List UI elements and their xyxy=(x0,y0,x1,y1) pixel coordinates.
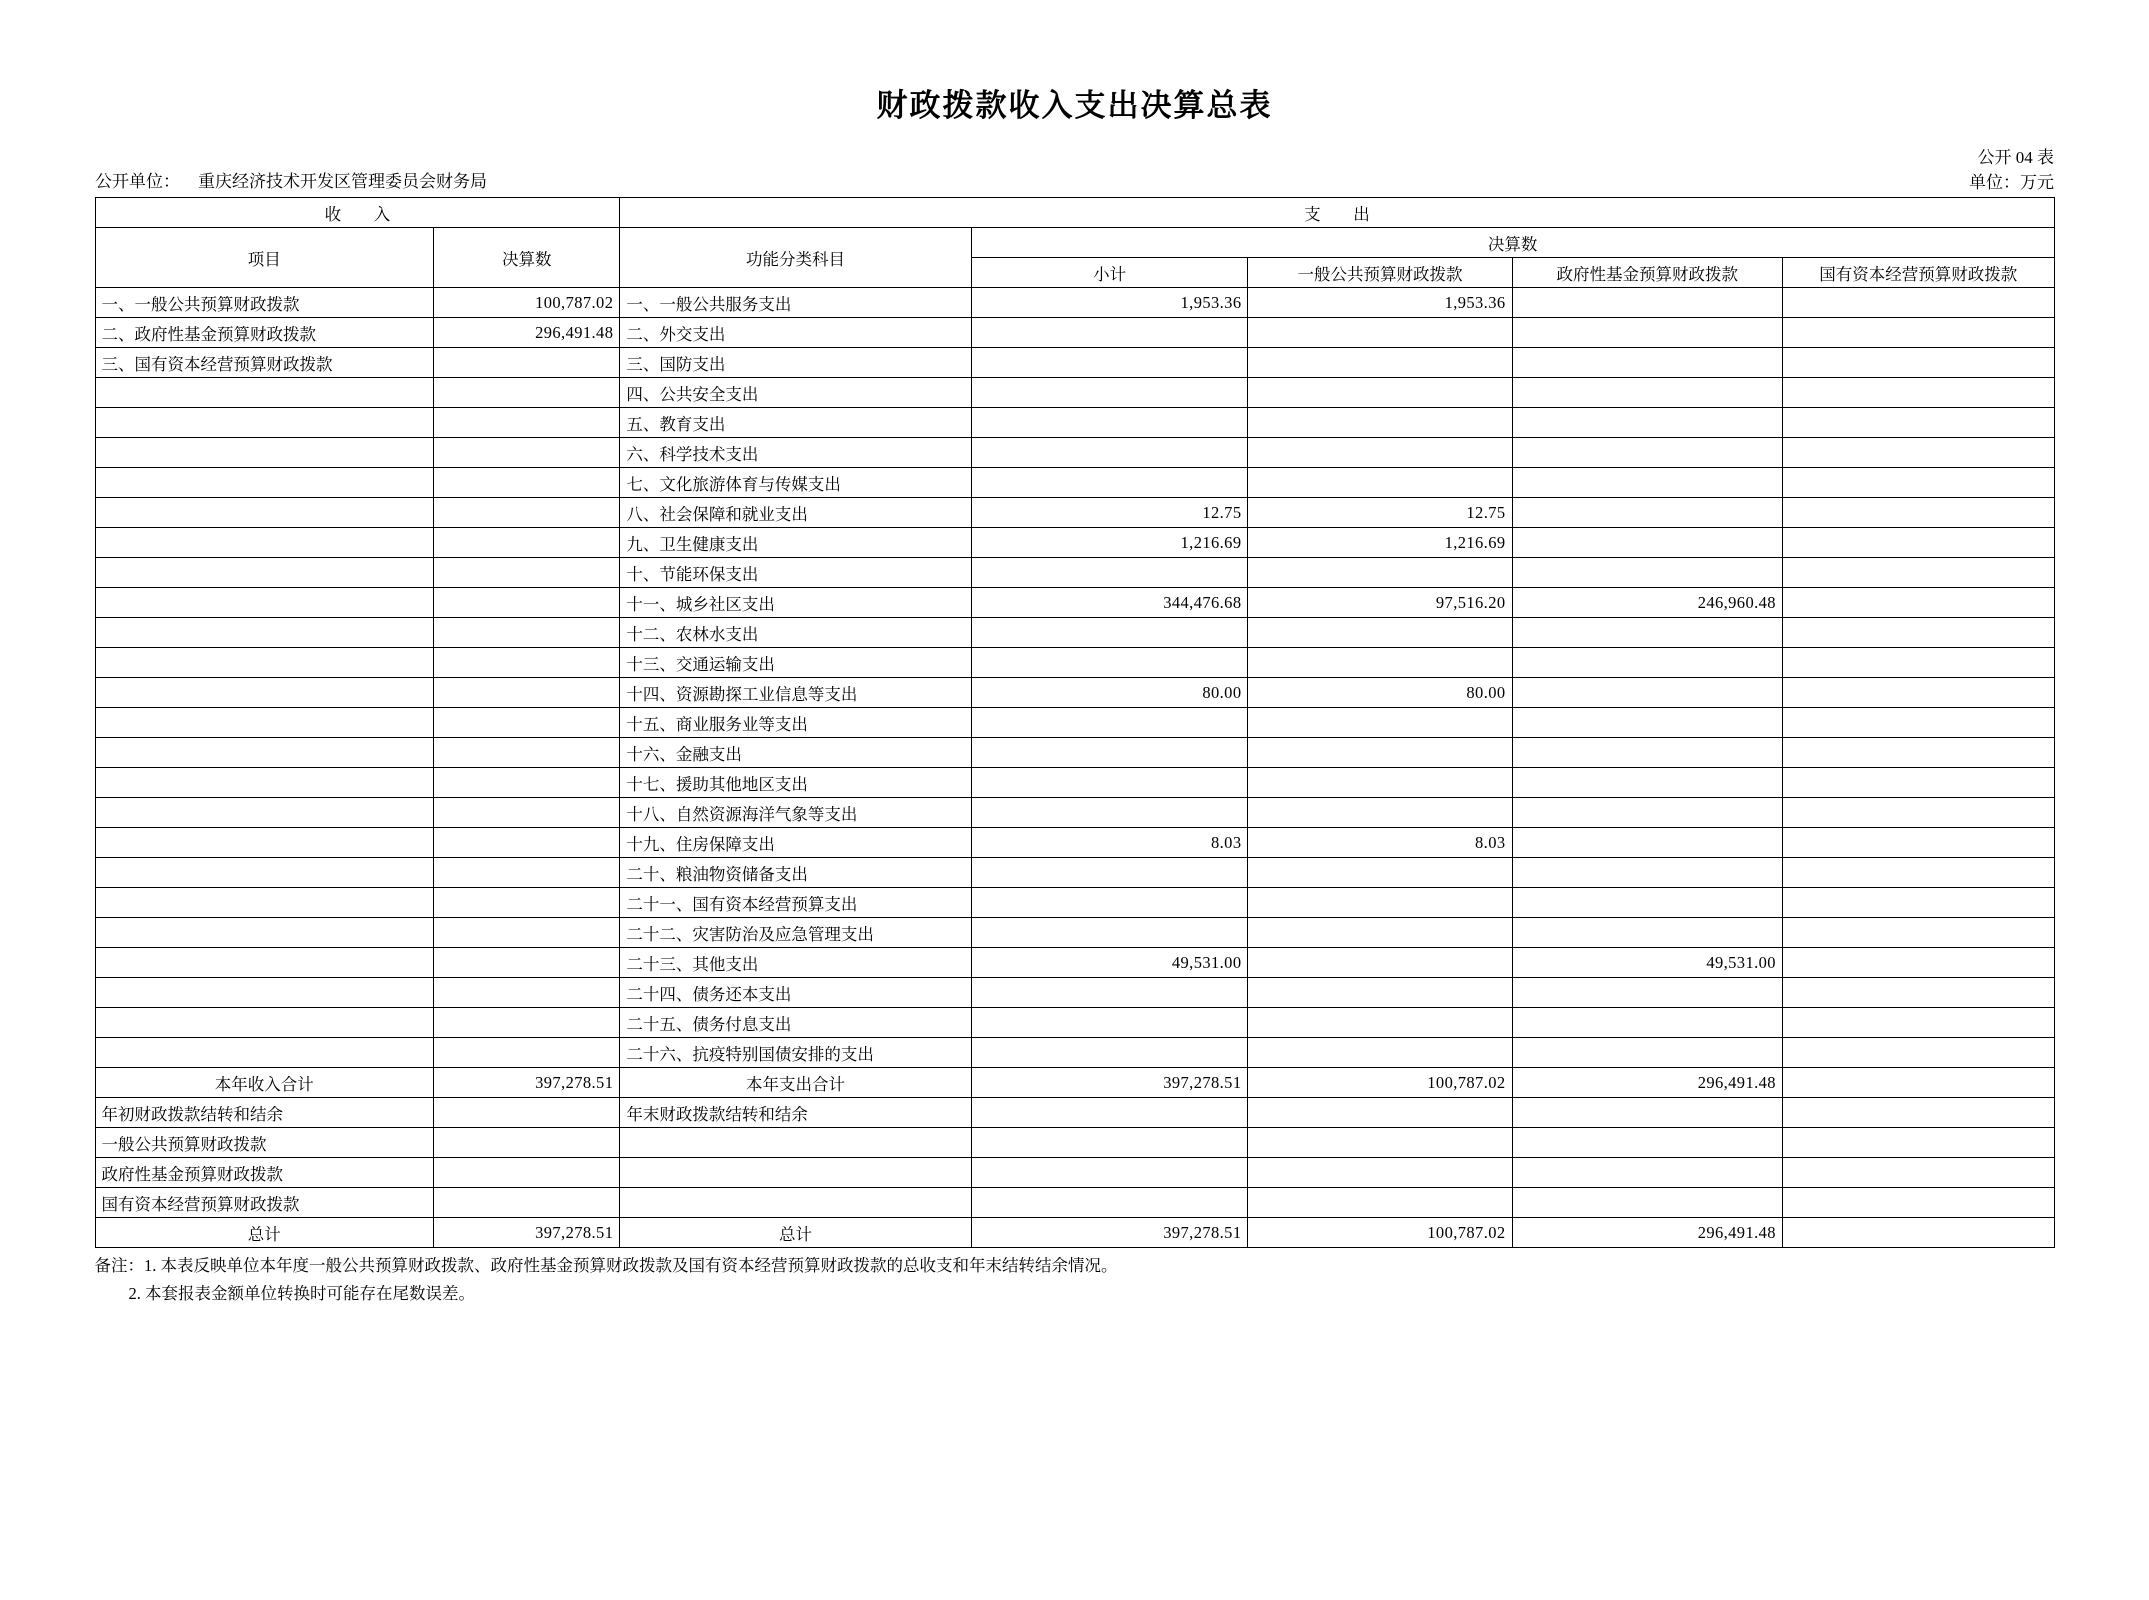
expense-item-cell: 十一、城乡社区支出 xyxy=(620,588,971,618)
header-income-value: 决算数 xyxy=(434,228,620,288)
expense-state-capital-cell xyxy=(1782,318,2054,348)
expense-subtotal-cell xyxy=(971,348,1248,378)
expense-subtotal-cell xyxy=(971,618,1248,648)
table-row xyxy=(95,768,2054,798)
expense-fund-cell xyxy=(1512,408,1782,438)
table-row xyxy=(95,738,2054,768)
expense-fund-cell xyxy=(1512,1008,1782,1038)
table-notes xyxy=(95,1252,2055,1308)
income-item-cell xyxy=(95,888,434,918)
income-value-cell xyxy=(434,1008,620,1038)
table-row xyxy=(95,1098,2054,1128)
table-row xyxy=(95,1128,2054,1158)
income-value-cell xyxy=(434,588,620,618)
expense-general-cell xyxy=(1248,648,1512,678)
income-value-cell xyxy=(434,978,620,1008)
header-government-fund: 政府性基金预算财政拨款 xyxy=(1512,258,1782,288)
expense-subtotal-cell xyxy=(971,318,1248,348)
expense-item-cell: 六、科学技术支出 xyxy=(620,438,971,468)
expense-subtotal-cell xyxy=(971,918,1248,948)
income-item-cell xyxy=(95,948,434,978)
header-subtotal: 小计 xyxy=(971,258,1248,288)
income-value-cell xyxy=(434,1098,620,1128)
expense-subtotal-cell xyxy=(971,558,1248,588)
expense-state-capital-cell xyxy=(1782,978,2054,1008)
expense-item-cell: 二、外交支出 xyxy=(620,318,971,348)
table-row xyxy=(95,348,2054,378)
expense-item-cell: 二十五、债务付息支出 xyxy=(620,1008,971,1038)
expense-subtotal-cell xyxy=(971,798,1248,828)
income-value-cell xyxy=(434,378,620,408)
table-total-row xyxy=(95,1068,2054,1098)
table-header xyxy=(95,198,2054,288)
expense-subtotal-cell: 397,278.51 xyxy=(971,1068,1248,1098)
expense-fund-cell: 246,960.48 xyxy=(1512,588,1782,618)
header-group-row xyxy=(95,198,2054,228)
expense-fund-cell xyxy=(1512,1098,1782,1128)
income-item-cell xyxy=(95,1038,434,1068)
income-item-cell xyxy=(95,408,434,438)
header-sub-row-1 xyxy=(95,228,2054,258)
income-item-cell xyxy=(95,528,434,558)
expense-general-cell xyxy=(1248,378,1512,408)
income-value-cell xyxy=(434,528,620,558)
expense-subtotal-cell xyxy=(971,1008,1248,1038)
expense-general-cell xyxy=(1248,858,1512,888)
expense-fund-cell xyxy=(1512,528,1782,558)
income-item-cell: 国有资本经营预算财政拨款 xyxy=(95,1188,434,1218)
income-value-cell: 296,491.48 xyxy=(434,318,620,348)
expense-subtotal-cell xyxy=(971,1128,1248,1158)
table-row xyxy=(95,918,2054,948)
amount-unit: 单位：万元 xyxy=(1969,173,2054,192)
expense-general-cell xyxy=(1248,1098,1512,1128)
income-value-cell xyxy=(434,1038,620,1068)
expense-state-capital-cell xyxy=(1782,948,2054,978)
note-line-1: 备注：1. 本表反映单位本年度一般公共预算财政拨款、政府性基金预算财政拨款及国有资本经营预算财政拨款的总收支和年末结转结余情况。 xyxy=(94,1256,1118,1275)
income-value-cell: 397,278.51 xyxy=(434,1218,620,1248)
expense-state-capital-cell xyxy=(1782,1008,2054,1038)
income-value-cell xyxy=(434,1158,620,1188)
expense-fund-cell xyxy=(1512,978,1782,1008)
table-row xyxy=(95,558,2054,588)
expense-item-cell: 二十二、灾害防治及应急管理支出 xyxy=(620,918,971,948)
expense-state-capital-cell xyxy=(1782,1158,2054,1188)
note-line-2: 2. 本套报表金额单位转换时可能存在尾数误差。 xyxy=(128,1284,475,1303)
income-value-cell: 100,787.02 xyxy=(434,288,620,318)
expense-subtotal-cell xyxy=(971,1158,1248,1188)
expense-general-cell xyxy=(1248,558,1512,588)
expense-general-cell xyxy=(1248,768,1512,798)
table-row xyxy=(95,468,2054,498)
table-row xyxy=(95,408,2054,438)
expense-state-capital-cell xyxy=(1782,1098,2054,1128)
expense-subtotal-cell xyxy=(971,378,1248,408)
expense-item-cell: 二十四、债务还本支出 xyxy=(620,978,971,1008)
income-item-cell xyxy=(95,1008,434,1038)
expense-fund-cell xyxy=(1512,1128,1782,1158)
expense-general-cell: 1,953.36 xyxy=(1248,288,1512,318)
expense-subtotal-cell xyxy=(971,1098,1248,1128)
expense-subtotal-cell: 12.75 xyxy=(971,498,1248,528)
expense-item-cell xyxy=(620,1158,971,1188)
expense-subtotal-cell: 1,953.36 xyxy=(971,288,1248,318)
table-row xyxy=(95,1188,2054,1218)
expense-fund-cell xyxy=(1512,438,1782,468)
table-row xyxy=(95,1038,2054,1068)
expense-general-cell xyxy=(1248,618,1512,648)
expense-general-cell xyxy=(1248,978,1512,1008)
income-value-cell xyxy=(434,408,620,438)
expense-subtotal-cell xyxy=(971,978,1248,1008)
income-item-cell xyxy=(95,438,434,468)
expense-general-cell xyxy=(1248,738,1512,768)
expense-general-cell: 12.75 xyxy=(1248,498,1512,528)
header-expense-group: 支 出 xyxy=(620,198,2054,228)
expense-general-cell xyxy=(1248,888,1512,918)
income-value-cell xyxy=(434,678,620,708)
table-row xyxy=(95,1008,2054,1038)
expense-fund-cell xyxy=(1512,498,1782,528)
expense-fund-cell xyxy=(1512,468,1782,498)
table-row xyxy=(95,978,2054,1008)
expense-subtotal-cell: 344,476.68 xyxy=(971,588,1248,618)
income-item-cell: 年初财政拨款结转和结余 xyxy=(95,1098,434,1128)
form-meta xyxy=(1969,145,2054,195)
expense-item-cell: 十七、援助其他地区支出 xyxy=(620,768,971,798)
document-page xyxy=(0,80,2149,1600)
expense-general-cell: 8.03 xyxy=(1248,828,1512,858)
header-income-group: 收 入 xyxy=(95,198,620,228)
expense-fund-cell xyxy=(1512,378,1782,408)
income-item-cell xyxy=(95,648,434,678)
income-item-cell: 一、一般公共预算财政拨款 xyxy=(95,288,434,318)
expense-state-capital-cell xyxy=(1782,618,2054,648)
income-value-cell xyxy=(434,888,620,918)
income-item-cell xyxy=(95,918,434,948)
income-value-cell xyxy=(434,468,620,498)
expense-general-cell xyxy=(1248,468,1512,498)
table-row xyxy=(95,678,2054,708)
income-value-cell xyxy=(434,738,620,768)
page-title: 财政拨款收入支出决算总表 xyxy=(876,88,1273,123)
table-row xyxy=(95,1158,2054,1188)
expense-item-cell: 总计 xyxy=(620,1218,971,1248)
expense-state-capital-cell xyxy=(1782,408,2054,438)
income-value-cell xyxy=(434,948,620,978)
income-value-cell xyxy=(434,498,620,528)
income-item-cell xyxy=(95,618,434,648)
expense-general-cell xyxy=(1248,348,1512,378)
budget-table xyxy=(95,197,2055,1248)
expense-general-cell xyxy=(1248,1038,1512,1068)
header-expense-subject: 功能分类科目 xyxy=(620,228,971,288)
expense-fund-cell xyxy=(1512,1158,1782,1188)
expense-fund-cell xyxy=(1512,348,1782,378)
expense-fund-cell xyxy=(1512,1038,1782,1068)
expense-item-cell: 本年支出合计 xyxy=(620,1068,971,1098)
income-item-cell: 三、国有资本经营预算财政拨款 xyxy=(95,348,434,378)
income-value-cell xyxy=(434,618,620,648)
expense-fund-cell xyxy=(1512,558,1782,588)
expense-item-cell: 二十、粮油物资储备支出 xyxy=(620,858,971,888)
expense-fund-cell xyxy=(1512,738,1782,768)
income-value-cell xyxy=(434,1128,620,1158)
table-row xyxy=(95,438,2054,468)
document-meta xyxy=(0,148,2149,197)
expense-general-cell xyxy=(1248,1128,1512,1158)
table-row xyxy=(95,498,2054,528)
expense-state-capital-cell xyxy=(1782,1218,2054,1248)
expense-item-cell: 十九、住房保障支出 xyxy=(620,828,971,858)
table-row xyxy=(95,618,2054,648)
expense-fund-cell xyxy=(1512,618,1782,648)
expense-subtotal-cell xyxy=(971,858,1248,888)
expense-fund-cell xyxy=(1512,648,1782,678)
expense-general-cell xyxy=(1248,318,1512,348)
expense-state-capital-cell xyxy=(1782,888,2054,918)
expense-fund-cell xyxy=(1512,918,1782,948)
expense-state-capital-cell xyxy=(1782,468,2054,498)
expense-subtotal-cell xyxy=(971,438,1248,468)
table-row xyxy=(95,948,2054,978)
expense-general-cell xyxy=(1248,948,1512,978)
expense-state-capital-cell xyxy=(1782,588,2054,618)
table-row xyxy=(95,888,2054,918)
expense-item-cell: 十三、交通运输支出 xyxy=(620,648,971,678)
expense-subtotal-cell xyxy=(971,408,1248,438)
expense-item-cell: 二十三、其他支出 xyxy=(620,948,971,978)
publisher-value: 重庆经济技术开发区管理委员会财务局 xyxy=(198,172,487,191)
income-item-cell xyxy=(95,768,434,798)
header-income-item: 项目 xyxy=(95,228,434,288)
expense-general-cell xyxy=(1248,798,1512,828)
table-row xyxy=(95,288,2054,318)
expense-state-capital-cell xyxy=(1782,348,2054,378)
income-item-cell xyxy=(95,828,434,858)
table-row xyxy=(95,708,2054,738)
expense-general-cell xyxy=(1248,438,1512,468)
expense-fund-cell xyxy=(1512,768,1782,798)
expense-item-cell: 二十一、国有资本经营预算支出 xyxy=(620,888,971,918)
income-value-cell xyxy=(434,558,620,588)
income-item-cell xyxy=(95,798,434,828)
expense-subtotal-cell xyxy=(971,888,1248,918)
expense-subtotal-cell xyxy=(971,738,1248,768)
income-value-cell xyxy=(434,438,620,468)
income-value-cell xyxy=(434,348,620,378)
expense-subtotal-cell xyxy=(971,648,1248,678)
expense-general-cell: 97,516.20 xyxy=(1248,588,1512,618)
expense-state-capital-cell xyxy=(1782,768,2054,798)
expense-state-capital-cell xyxy=(1782,678,2054,708)
expense-fund-cell: 296,491.48 xyxy=(1512,1218,1782,1248)
income-item-cell: 本年收入合计 xyxy=(95,1068,434,1098)
expense-item-cell: 二十六、抗疫特别国债安排的支出 xyxy=(620,1038,971,1068)
expense-state-capital-cell xyxy=(1782,1068,2054,1098)
expense-item-cell: 五、教育支出 xyxy=(620,408,971,438)
income-value-cell xyxy=(434,1188,620,1218)
expense-item-cell: 十八、自然资源海洋气象等支出 xyxy=(620,798,971,828)
expense-state-capital-cell xyxy=(1782,498,2054,528)
expense-subtotal-cell xyxy=(971,468,1248,498)
expense-fund-cell xyxy=(1512,708,1782,738)
expense-item-cell: 七、文化旅游体育与传媒支出 xyxy=(620,468,971,498)
expense-general-cell: 80.00 xyxy=(1248,678,1512,708)
expense-fund-cell xyxy=(1512,858,1782,888)
expense-subtotal-cell xyxy=(971,768,1248,798)
header-expense-amount-group: 决算数 xyxy=(971,228,2054,258)
expense-fund-cell xyxy=(1512,798,1782,828)
expense-state-capital-cell xyxy=(1782,858,2054,888)
income-value-cell xyxy=(434,828,620,858)
table-row xyxy=(95,828,2054,858)
table-total-row xyxy=(95,1218,2054,1248)
income-item-cell xyxy=(95,378,434,408)
expense-subtotal-cell xyxy=(971,1188,1248,1218)
expense-subtotal-cell: 8.03 xyxy=(971,828,1248,858)
expense-general-cell xyxy=(1248,708,1512,738)
expense-state-capital-cell xyxy=(1782,1038,2054,1068)
expense-subtotal-cell xyxy=(971,708,1248,738)
table-row xyxy=(95,858,2054,888)
income-item-cell xyxy=(95,738,434,768)
expense-fund-cell xyxy=(1512,678,1782,708)
income-value-cell: 397,278.51 xyxy=(434,1068,620,1098)
expense-state-capital-cell xyxy=(1782,738,2054,768)
income-item-cell xyxy=(95,858,434,888)
income-item-cell xyxy=(95,978,434,1008)
expense-item-cell: 十六、金融支出 xyxy=(620,738,971,768)
expense-fund-cell xyxy=(1512,888,1782,918)
income-item-cell xyxy=(95,708,434,738)
income-value-cell xyxy=(434,858,620,888)
expense-general-cell xyxy=(1248,1008,1512,1038)
expense-general-cell xyxy=(1248,1158,1512,1188)
income-value-cell xyxy=(434,768,620,798)
form-number: 公开 04 表 xyxy=(1977,148,2054,167)
header-general-budget: 一般公共预算财政拨款 xyxy=(1248,258,1512,288)
income-item-cell xyxy=(95,678,434,708)
expense-state-capital-cell xyxy=(1782,798,2054,828)
table-row xyxy=(95,378,2054,408)
publisher-line xyxy=(95,167,487,192)
income-item-cell: 政府性基金预算财政拨款 xyxy=(95,1158,434,1188)
income-value-cell xyxy=(434,648,620,678)
expense-item-cell xyxy=(620,1128,971,1158)
expense-general-cell xyxy=(1248,408,1512,438)
expense-item-cell: 十五、商业服务业等支出 xyxy=(620,708,971,738)
expense-fund-cell xyxy=(1512,828,1782,858)
income-item-cell xyxy=(95,468,434,498)
expense-item-cell: 十四、资源勘探工业信息等支出 xyxy=(620,678,971,708)
expense-item-cell: 四、公共安全支出 xyxy=(620,378,971,408)
expense-state-capital-cell xyxy=(1782,1128,2054,1158)
expense-state-capital-cell xyxy=(1782,438,2054,468)
expense-state-capital-cell xyxy=(1782,288,2054,318)
income-value-cell xyxy=(434,798,620,828)
expense-state-capital-cell xyxy=(1782,648,2054,678)
expense-state-capital-cell xyxy=(1782,378,2054,408)
publisher-label: 公开单位： xyxy=(95,172,180,191)
expense-item-cell: 年末财政拨款结转和结余 xyxy=(620,1098,971,1128)
expense-state-capital-cell xyxy=(1782,1188,2054,1218)
expense-fund-cell: 49,531.00 xyxy=(1512,948,1782,978)
expense-subtotal-cell: 1,216.69 xyxy=(971,528,1248,558)
expense-state-capital-cell xyxy=(1782,828,2054,858)
table-row xyxy=(95,648,2054,678)
expense-general-cell xyxy=(1248,918,1512,948)
expense-state-capital-cell xyxy=(1782,708,2054,738)
income-item-cell: 总计 xyxy=(95,1218,434,1248)
income-item-cell xyxy=(95,588,434,618)
expense-general-cell xyxy=(1248,1188,1512,1218)
table-row xyxy=(95,588,2054,618)
expense-state-capital-cell xyxy=(1782,528,2054,558)
expense-item-cell: 十二、农林水支出 xyxy=(620,618,971,648)
expense-general-cell: 100,787.02 xyxy=(1248,1218,1512,1248)
table-body xyxy=(95,288,2054,1248)
expense-fund-cell: 296,491.48 xyxy=(1512,1068,1782,1098)
expense-fund-cell xyxy=(1512,318,1782,348)
expense-general-cell: 100,787.02 xyxy=(1248,1068,1512,1098)
expense-fund-cell xyxy=(1512,288,1782,318)
income-item-cell xyxy=(95,498,434,528)
expense-subtotal-cell: 49,531.00 xyxy=(971,948,1248,978)
expense-item-cell: 三、国防支出 xyxy=(620,348,971,378)
expense-item-cell: 一、一般公共服务支出 xyxy=(620,288,971,318)
expense-subtotal-cell: 80.00 xyxy=(971,678,1248,708)
income-item-cell xyxy=(95,558,434,588)
table-row xyxy=(95,528,2054,558)
expense-state-capital-cell xyxy=(1782,558,2054,588)
expense-item-cell xyxy=(620,1188,971,1218)
header-state-capital: 国有资本经营预算财政拨款 xyxy=(1782,258,2054,288)
expense-subtotal-cell xyxy=(971,1038,1248,1068)
expense-state-capital-cell xyxy=(1782,918,2054,948)
expense-subtotal-cell: 397,278.51 xyxy=(971,1218,1248,1248)
table-row xyxy=(95,798,2054,828)
table-row xyxy=(95,318,2054,348)
expense-item-cell: 十、节能环保支出 xyxy=(620,558,971,588)
income-item-cell: 二、政府性基金预算财政拨款 xyxy=(95,318,434,348)
expense-fund-cell xyxy=(1512,1188,1782,1218)
expense-general-cell: 1,216.69 xyxy=(1248,528,1512,558)
income-item-cell: 一般公共预算财政拨款 xyxy=(95,1128,434,1158)
income-value-cell xyxy=(434,918,620,948)
expense-item-cell: 八、社会保障和就业支出 xyxy=(620,498,971,528)
expense-item-cell: 九、卫生健康支出 xyxy=(620,528,971,558)
income-value-cell xyxy=(434,708,620,738)
